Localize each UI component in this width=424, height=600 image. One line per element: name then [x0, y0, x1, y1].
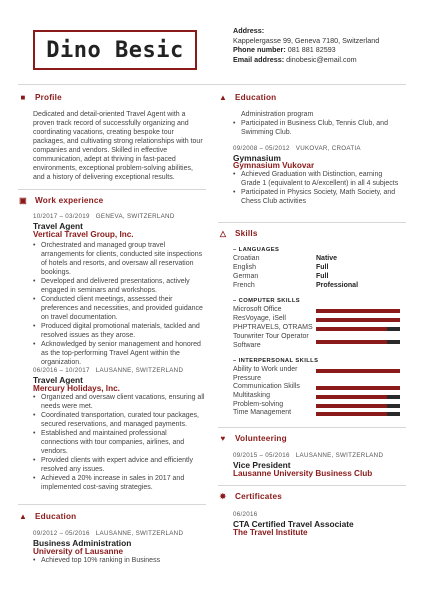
list-item: • Organized and oversaw client vacations, ensuring all needs were met.	[33, 393, 205, 411]
language-row: German Full	[233, 273, 329, 280]
list-item: • Orchestrated and managed group travel arrangements for clients, conducted site inspections of hotels and resorts, and oversaw all reservation bookings.	[33, 241, 205, 277]
job-2-title: Travel Agent	[33, 375, 83, 385]
job-2-meta: 06/2016 – 10/2017 LAUSANNE, SWITZERLAND	[33, 367, 184, 374]
skill-bar	[316, 404, 400, 408]
skill-bar-fill	[316, 404, 387, 408]
edu-2-meta: 09/2008 – 05/2012 VUKOVAR, CROATIA	[233, 145, 361, 152]
skill-bar-fill	[316, 386, 400, 390]
flask-icon: △	[219, 229, 227, 238]
language-row: French Professional	[233, 282, 359, 289]
list-item: • Achieved top 10% ranking in Business	[33, 556, 205, 565]
skill-bar	[316, 309, 400, 313]
certificate-issuer: The Travel Institute	[233, 528, 308, 537]
list-item: • Acknowledged by senior management and honored as the top-performing Travel Agent within the organization.	[33, 340, 205, 367]
list-item: • Produced digital promotional materials, tackled and resolved issues as they arose.	[33, 322, 205, 340]
computer-skills-heading: – COMPUTER SKILLS	[233, 298, 301, 304]
skill-bar	[316, 327, 400, 331]
skill-label: ResVoyage, iSell	[233, 315, 286, 322]
skill-bar	[316, 318, 400, 322]
address-label: Address:	[233, 26, 265, 35]
job-2-bullets	[33, 393, 205, 492]
edu-2-school: Gymnasium Vukovar	[233, 161, 315, 170]
email-value: dinobesic@email.com	[286, 54, 357, 64]
edu-2-bullets	[233, 170, 399, 206]
skill-bar	[316, 395, 400, 399]
skill-bar	[316, 412, 400, 416]
profile-section-title: ■ Profile	[18, 93, 62, 102]
skill-bar-fill	[316, 318, 400, 322]
edu-cont-line: Administration program	[241, 111, 314, 118]
person-icon: ■	[20, 93, 26, 102]
skill-bar-fill	[316, 412, 387, 416]
skill-label: Communication Skills	[233, 383, 300, 390]
edu-cont-bullets	[233, 119, 399, 137]
edu-1-degree: Business Administration	[33, 538, 132, 548]
volunteering-divider	[218, 485, 406, 486]
languages-heading: – LANGUAGES	[233, 247, 280, 253]
volunteering-section-title: ♥ Volunteering	[218, 434, 287, 443]
job-2-company: Mercury Holidays, Inc.	[33, 384, 120, 393]
skills-section-title: △ Skills	[219, 229, 258, 238]
job-1-bullets	[33, 241, 205, 367]
volunteering-role: Vice President	[233, 460, 291, 470]
list-item: • Coordinated transportation, curated tour packages, secured reservations, and managed payments.	[33, 411, 205, 429]
certificate-name: CTA Certified Travel Associate	[233, 519, 354, 529]
language-row: English Full	[233, 264, 329, 271]
list-item: • Established and maintained professional connections with tour companies, airlines, and vendors.	[33, 429, 205, 456]
interpersonal-skills-heading: – INTERPERSONAL SKILLS	[233, 358, 319, 364]
education-divider	[218, 222, 406, 223]
skill-label: Time Management	[233, 409, 292, 416]
language-row: Croatian Native	[233, 255, 338, 262]
education-section-title-left: ▲ Education	[18, 512, 77, 521]
skill-label: Microsoft Office	[233, 306, 282, 313]
skill-label: Multitasking	[233, 392, 270, 399]
edu-1-meta: 09/2012 – 05/2016 LAUSANNE, SWITZERLAND	[33, 530, 184, 537]
skill-bar	[316, 386, 400, 390]
skill-label: Tourwriter Tour Operator Software	[233, 333, 309, 349]
profile-text: Dedicated and detail-oriented Travel Agent with a proven track record of successfully organizing and coordinating vacations, creating bespoke tour packages, and cultivating strong relationships with tour companies and vendors. Skilled in effective communication, adept at thriving in fast-paced environments, exceptional problem-solving abilities, and a history of delivering exceptional results.	[33, 111, 203, 181]
skills-divider	[218, 427, 406, 428]
skill-label: Ability to Work under Pressure	[233, 366, 298, 382]
education-section-title-right: ▲ Education	[218, 93, 277, 102]
briefcase-icon: ▣	[19, 196, 27, 205]
list-item: • Achieved Graduation with Distinction, earning Grade 1 (equivalent to A/excellent) in all 4 subjects	[233, 170, 399, 188]
phone-label: Phone number:	[233, 45, 286, 55]
header-divider	[18, 84, 406, 85]
skill-bar-fill	[316, 340, 387, 344]
list-item: • Provided clients with expert advice and efficiently resolved any issues.	[33, 456, 205, 474]
edu-1-school: University of Lausanne	[33, 547, 124, 556]
skill-bar	[316, 340, 400, 344]
profile-divider	[18, 189, 206, 190]
skill-bar	[316, 369, 400, 373]
name-box	[33, 30, 197, 70]
heart-icon: ♥	[220, 434, 226, 443]
volunteering-org: Lausanne University Business Club	[233, 469, 373, 478]
email-line	[233, 55, 379, 65]
certificate-date: 06/2016	[233, 511, 258, 518]
certificates-section-title: ✸ Certificates	[219, 492, 282, 501]
phone-line	[233, 45, 379, 55]
list-item: • Achieved a 20% increase in sales in 2017 and implemented cost-saving strategies.	[33, 474, 205, 492]
list-item: • Conducted client meetings, assessed their preferences and necessities, and provided guidance on travel documentation.	[33, 295, 205, 322]
job-1-company: Vertical Travel Group, Inc.	[33, 230, 134, 239]
graduation-cap-icon: ▲	[18, 512, 28, 521]
list-item: • Participated in Physics Society, Math Society, and Chess Club activities	[233, 188, 399, 206]
list-item: • Developed and delivered presentations, actively engaged in seminars and workshops.	[33, 277, 205, 295]
email-label: Email address:	[233, 54, 285, 64]
job-1-title: Travel Agent	[33, 221, 83, 231]
address-value: Kappelergasse 99, Geneva 7180, Switzerland	[233, 35, 380, 45]
volunteering-meta: 09/2015 – 05/2016 LAUSANNE, SWITZERLAND	[233, 452, 384, 459]
skill-label: PHPTRAVELS, OTRAMS	[233, 324, 313, 331]
work-divider	[18, 504, 206, 505]
work-section-title: ▣ Work experience	[19, 196, 104, 205]
award-icon: ✸	[219, 492, 227, 501]
skill-bar-fill	[316, 327, 387, 331]
candidate-name: Dino Besic	[46, 37, 184, 63]
skill-bar-fill	[316, 309, 400, 313]
edu-2-degree: Gymnasium	[233, 153, 281, 163]
skill-label: Problem-solving	[233, 401, 284, 408]
phone-value: 081 881 82593	[287, 45, 336, 55]
graduation-cap-icon: ▲	[218, 93, 228, 102]
contact-info	[233, 26, 379, 64]
edu-1-bullets	[33, 556, 205, 565]
skill-bar-fill	[316, 369, 400, 373]
skill-bar-fill	[316, 395, 387, 399]
job-1-meta: 10/2017 – 03/2019 GENEVA, SWITZERLAND	[33, 213, 175, 220]
list-item: • Participated in Business Club, Tennis Club, and Swimming Club.	[233, 119, 399, 137]
